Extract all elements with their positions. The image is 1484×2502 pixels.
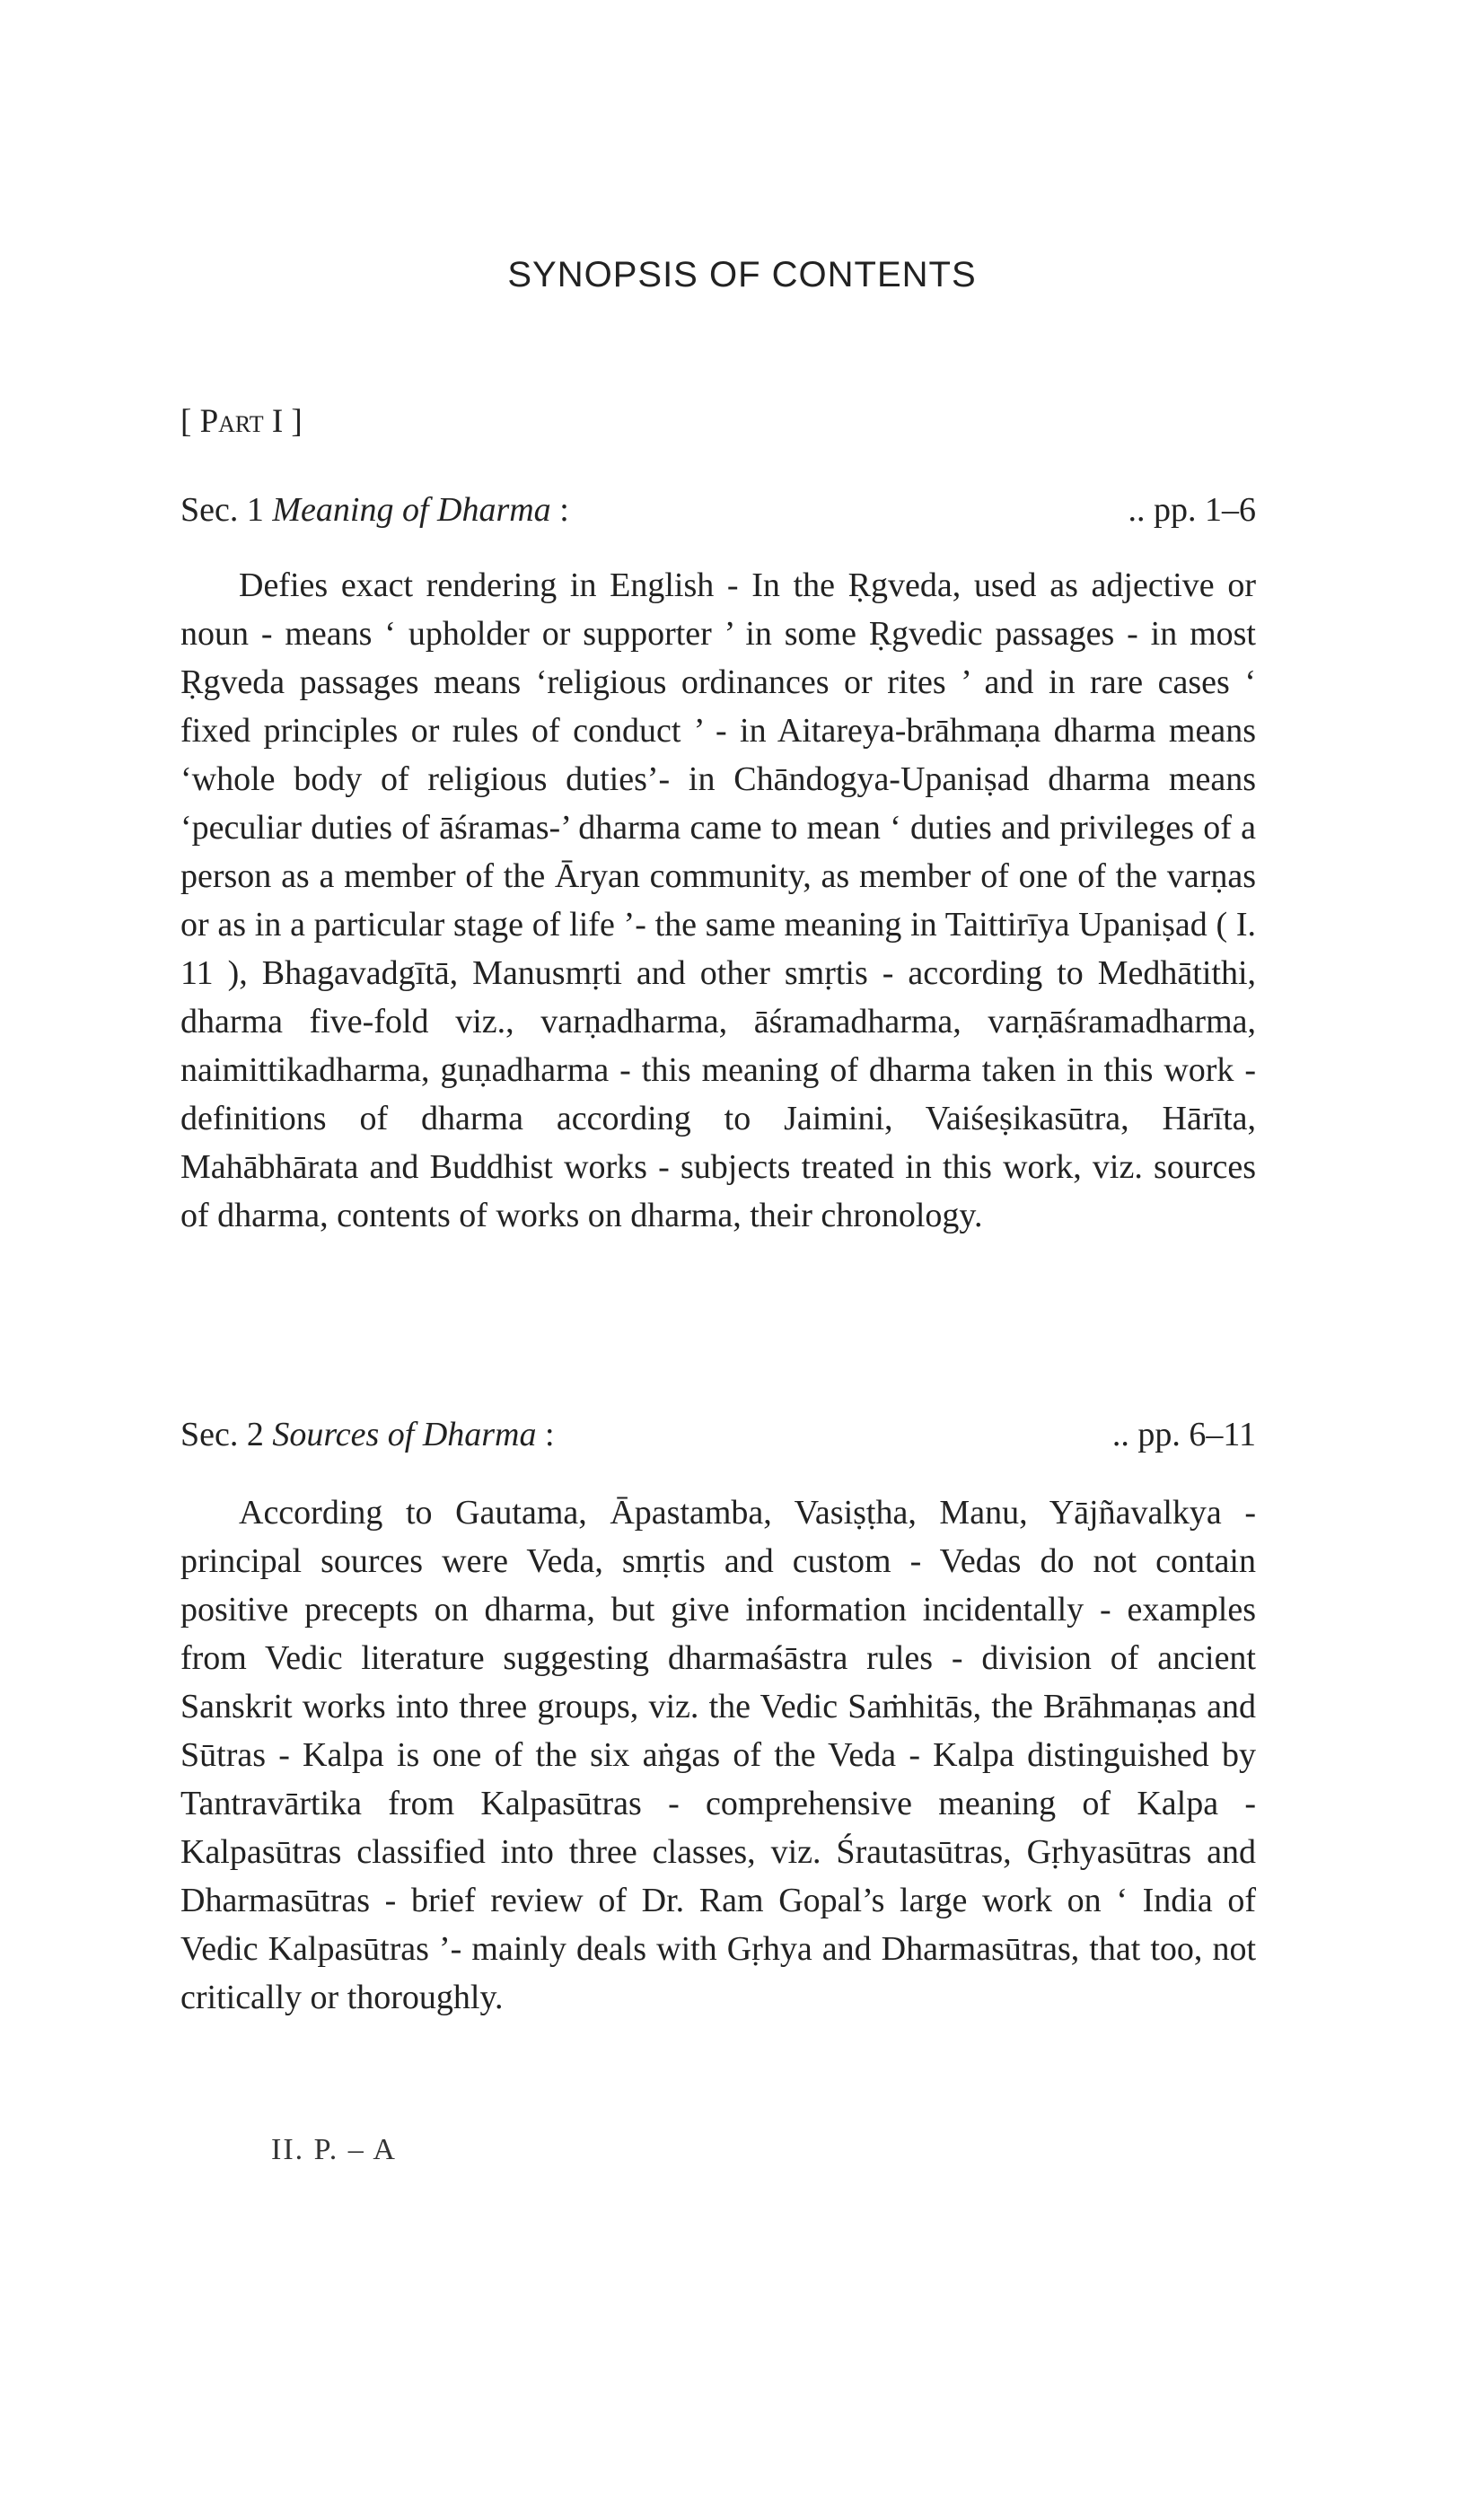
- section-1-heading: [180, 490, 1256, 530]
- section-1-title: Meaning of Dharma: [272, 491, 551, 529]
- footer-signature: II. P. – A: [271, 2133, 397, 2166]
- section-2-body: According to Gautama, Āpastamba, Vasiṣṭha, Manu, Yājñavalkya - principal sources were Veda, smṛtis and custom - Vedas do not contain positive precepts on dharma, but give information incidentally - examples from Vedic literature suggesting dharmaśāstra rules - division of ancient Sanskrit works into three groups, viz. the Vedic Saṁhitās, the Brāhmaṇas and Sūtras - Kalpa is one of the six aṅgas of the Veda - Kalpa distinguished by Tantravārtika from Kalpasūtras - comprehensive meaning of Kalpa - Kalpasūtras classified into three classes, viz. Śrautasūtras, Gṛhyasūtras and Dharmasūtras - brief review of Dr. Ram Gopal’s large work on ‘ India of Vedic Kalpasūtras ’- mainly deals with Gṛhya and Dharmasūtras, that too, not critically or thoroughly.: [180, 1494, 1256, 2016]
- section-1-title-group: [180, 490, 569, 530]
- section-2-colon: :: [536, 1416, 555, 1453]
- section-2-title-group: [180, 1415, 555, 1454]
- section-1-pages: .. pp. 1–6: [1128, 491, 1256, 529]
- section-1-colon: :: [550, 491, 569, 529]
- section-2-pages: .. pp. 6–11: [1111, 1416, 1256, 1453]
- part-label: [ Part I ]: [180, 403, 303, 440]
- page-title: SYNOPSIS OF CONTENTS: [507, 255, 977, 294]
- section-2-number: Sec. 2: [180, 1416, 264, 1453]
- section-1-body: Defies exact rendering in English - In the Ṛgveda, used as adjective or noun - means ‘ upholder or supporter ’ in some Ṛgvedic passages - in most Ṛgveda passages means ‘religious ordinances or rites ’ and in rare cases ‘ fixed principles or rules of conduct ’ - in Aitareya-brāhmaṇa dharma means ‘whole body of religious duties’- in Chāndogya-Upaniṣad dharma means ‘peculiar duties of āśramas-’ dharma came to mean ‘ duties and privileges of a person as a member of the Āryan community, as member of one of the varṇas or as in a particular stage of life ’- the same meaning in Taittirīya Upaniṣad ( I. 11 ), Bhagavadgītā, Manusmṛti and other smṛtis - according to Medhātithi, dharma five-fold viz., varṇadharma, āśramadharma, varṇāśramadharma, naimittikadharma, guṇadharma - this meaning of dharma taken in this work - definitions of dharma according to Jaimini, Vaiśeṣikasūtra, Hārīta, Mahābhārata and Buddhist works - subjects treated in this work, viz. sources of dharma, contents of works on dharma, their chronology.: [180, 566, 1256, 1234]
- section-2-title: Sources of Dharma: [272, 1416, 537, 1453]
- section-2-heading: [180, 1415, 1256, 1454]
- section-1-number: Sec. 1: [180, 491, 264, 529]
